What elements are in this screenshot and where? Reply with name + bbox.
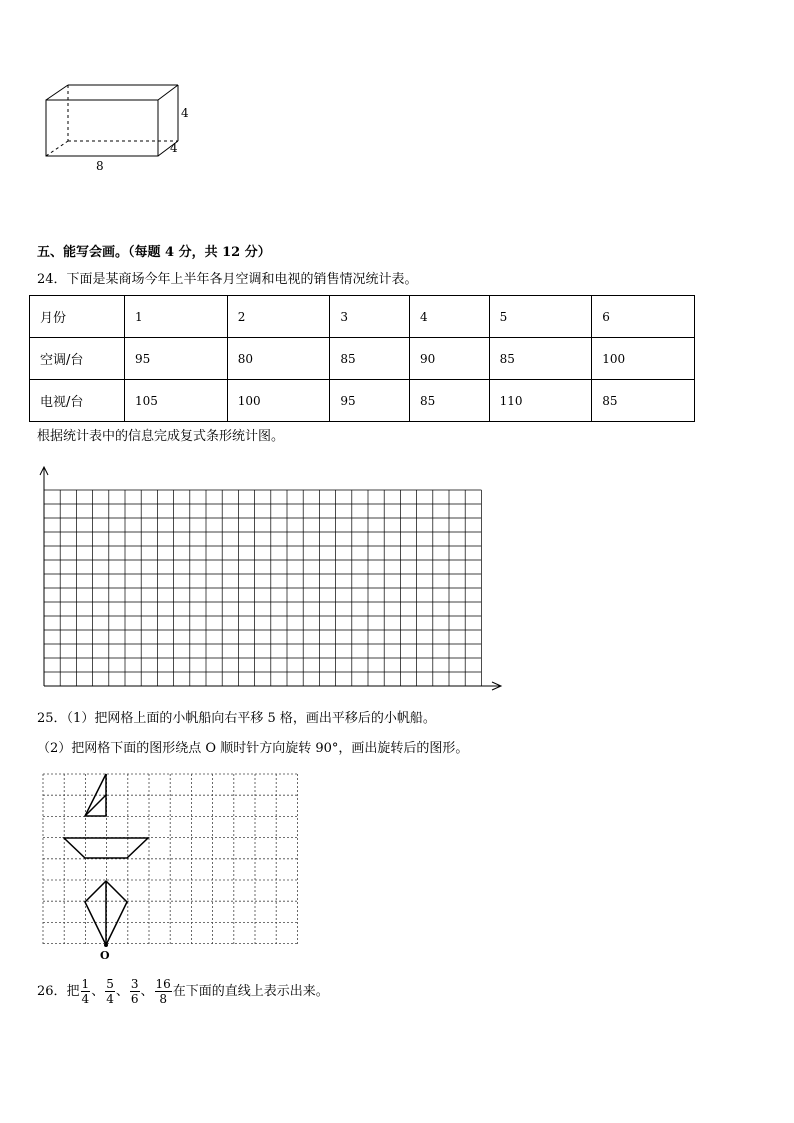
table-header-cell: 6 <box>592 296 695 338</box>
table-cell: 80 <box>227 338 330 380</box>
table-header-cell: 1 <box>125 296 228 338</box>
table-cell: 空调/台 <box>30 338 125 380</box>
table-cell: 90 <box>409 338 489 380</box>
cuboid-figure <box>36 78 206 174</box>
point-o-label: O <box>100 949 110 962</box>
table-cell: 105 <box>125 380 228 422</box>
table-cell: 100 <box>592 338 695 380</box>
table-cell: 100 <box>227 380 330 422</box>
table-header-cell: 3 <box>330 296 410 338</box>
fraction-3-6: $\frac{3}{6}$ <box>130 977 139 1006</box>
sailboat-sail-diagonal <box>85 795 106 816</box>
section-heading: 五、能写会画。（每题 4 分，共 12 分） <box>37 245 271 260</box>
table-cell: 85 <box>489 338 592 380</box>
q26-suffix: 在下面的直线上表示出来。 <box>172 984 329 999</box>
table-header-cell: 5 <box>489 296 592 338</box>
table-row <box>30 380 695 422</box>
rotation-center-point <box>104 943 108 947</box>
table-cell: 110 <box>489 380 592 422</box>
table-row <box>30 338 695 380</box>
cuboid-front-face <box>46 100 158 156</box>
table-header-cell: 4 <box>409 296 489 338</box>
fraction-5-4: $\frac{5}{4}$ <box>106 977 114 1006</box>
fraction-16-8: $\frac{16}{8}$ <box>155 977 171 1006</box>
table-header-cell: 月份 <box>30 296 125 338</box>
table-cell: 95 <box>330 380 410 422</box>
table-header-cell: 2 <box>227 296 330 338</box>
blank-chart-grid[interactable] <box>34 462 509 694</box>
table-cell: 85 <box>592 380 695 422</box>
q25-part2: （2）把网格下面的图形绕点 O 顺时针方向旋转 90°，画出旋转后的图形。 <box>37 741 469 756</box>
cuboid-height-label: 4 <box>181 106 189 120</box>
cuboid-hidden-edge <box>46 141 68 156</box>
table-cell: 85 <box>409 380 489 422</box>
separator: 、 <box>91 984 105 999</box>
cuboid-length-label: 8 <box>96 159 104 173</box>
sailboat-hull <box>64 838 148 858</box>
fraction-1-4: $\frac{1}{4}$ <box>81 977 90 1006</box>
q26-prompt <box>37 975 329 1009</box>
sales-table <box>29 295 695 422</box>
q26-prefix: 26．把 <box>37 984 80 999</box>
table-cell: 95 <box>125 338 228 380</box>
table-cell: 电视/台 <box>30 380 125 422</box>
transformation-grid[interactable] <box>40 773 305 965</box>
table-row <box>30 296 695 338</box>
separator: 、 <box>115 984 129 999</box>
separator: 、 <box>140 984 154 999</box>
q24-prompt: 24．下面是某商场今年上半年各月空调和电视的销售情况统计表。 <box>37 272 418 287</box>
cuboid-depth-label: 4 <box>170 141 178 155</box>
q24-instruction: 根据统计表中的信息完成复式条形统计图。 <box>37 429 285 444</box>
q25-part1: 25．（1）把网格上面的小帆船向右平移 5 格，画出平移后的小帆船。 <box>37 711 436 726</box>
table-cell: 85 <box>330 338 410 380</box>
